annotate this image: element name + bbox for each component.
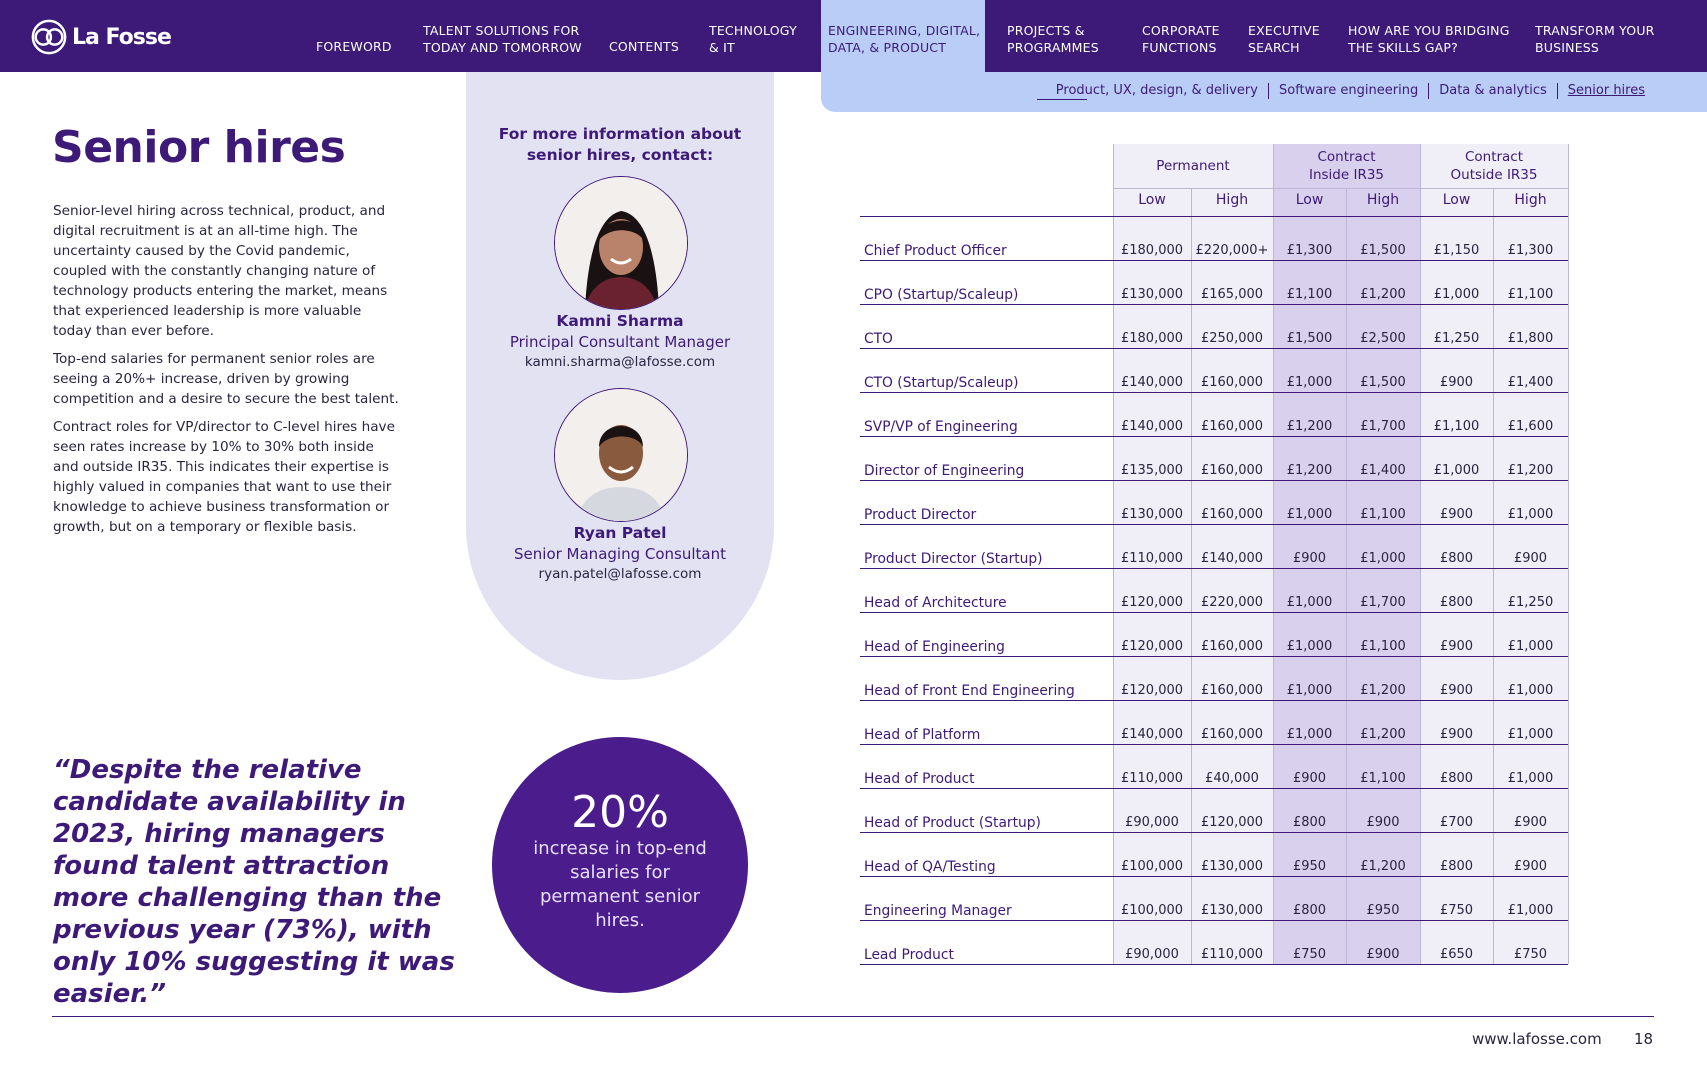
row-role-label: Lead Product [864, 947, 954, 963]
table-cell: £1,000 [1433, 463, 1480, 478]
row-role-label: Head of Engineering [864, 639, 1005, 655]
table-cell: £120,000 [1120, 683, 1184, 698]
table-cell: £750 [1292, 947, 1327, 962]
table-cell: £1,500 [1286, 331, 1333, 346]
row-role-label: Head of Product (Startup) [864, 815, 1041, 831]
table-row-line [860, 480, 1568, 481]
table-cell: £1,100 [1433, 419, 1480, 434]
row-role-label: Head of Architecture [864, 595, 1007, 611]
footer-url[interactable]: www.lafosse.com [1472, 1030, 1602, 1048]
table-cell: £130,000 [1120, 287, 1184, 302]
table-cell: £900 [1513, 859, 1548, 874]
table-row-line [860, 348, 1568, 349]
contact-email-kamni[interactable]: kamni.sharma@lafosse.com [524, 354, 716, 370]
table-cell: £1,000 [1360, 551, 1406, 566]
table-cell: £900 [1513, 815, 1548, 830]
table-cell: £1,300 [1507, 243, 1554, 258]
nav-item-talent-solutions[interactable]: TALENT SOLUTIONS FOR TODAY AND TOMORROW [423, 23, 582, 55]
table-cell: £800 [1292, 815, 1327, 830]
subnav-divider-line [1037, 99, 1087, 100]
row-role-label: Engineering Manager [864, 903, 1012, 919]
table-row-line [860, 260, 1568, 261]
table-cell: £1,200 [1360, 287, 1406, 302]
subnav-data-analytics[interactable]: Data & analytics [1428, 83, 1557, 99]
table-cell: £1,300 [1286, 243, 1333, 258]
table-cell: £950 [1292, 859, 1327, 874]
table-cell: £1,000 [1507, 507, 1554, 522]
intro-paragraph-3: Contract roles for VP/director to C-level hires have seen rates increase by 10% to 30% both inside and outside IR35. This indicates their expertise is highly valued in companies that want to use their knowledge to achieve business transformation or growth, but on a temporary or flexible basis. [53, 419, 395, 535]
table-row-line [860, 656, 1568, 657]
subheader-low: Low [1295, 192, 1324, 208]
contact-role-ryan: Senior Managing Consultant [514, 545, 726, 563]
table-cell: £750 [1513, 947, 1548, 962]
table-cell: £120,000 [1120, 595, 1184, 610]
table-cell: £900 [1292, 551, 1327, 566]
table-cell: £1,000 [1433, 287, 1480, 302]
footer-divider [52, 1016, 1654, 1017]
table-cell: £800 [1292, 903, 1327, 918]
table-cell: £160,000 [1200, 375, 1264, 390]
salary-stat-circle [492, 737, 748, 993]
nav-item-contents[interactable]: CONTENTS [609, 39, 679, 54]
table-row-line [860, 568, 1568, 569]
table-cell: £900 [1292, 771, 1327, 786]
avatar-ryan-patel [554, 388, 688, 522]
subnav-software-engineering[interactable]: Software engineering [1268, 83, 1428, 99]
nav-item-transform-business[interactable]: TRANSFORM YOUR BUSINESS [1535, 23, 1655, 55]
table-cell: £1,000 [1286, 507, 1333, 522]
table-cell: £100,000 [1120, 859, 1184, 874]
table-row-line [860, 920, 1568, 921]
table-cell: £1,200 [1360, 727, 1406, 742]
table-cell: £1,100 [1360, 507, 1406, 522]
table-cell: £130,000 [1200, 859, 1264, 874]
row-role-label: SVP/VP of Engineering [864, 419, 1018, 435]
table-cell: £900 [1439, 375, 1474, 390]
table-cell: £1,250 [1507, 595, 1554, 610]
portrait-woman-icon [555, 177, 687, 309]
subnav-senior-hires[interactable]: Senior hires [1557, 83, 1655, 99]
table-cell: £130,000 [1120, 507, 1184, 522]
table-cell: £90,000 [1125, 815, 1179, 830]
table-cell: £90,000 [1125, 947, 1179, 962]
row-role-label: Director of Engineering [864, 463, 1025, 479]
row-role-label: Head of Product [864, 771, 975, 787]
table-cell: £900 [1439, 727, 1474, 742]
table-row-line [860, 964, 1568, 965]
table-row-line [860, 876, 1568, 877]
table-cell: £1,100 [1360, 771, 1406, 786]
table-cell: £1,600 [1507, 419, 1554, 434]
subheader-high: High [1215, 192, 1249, 208]
table-cell: £800 [1439, 595, 1474, 610]
table-cell: £220,000 [1200, 595, 1264, 610]
table-cell: £1,700 [1360, 419, 1406, 434]
table-row-line [860, 788, 1568, 789]
table-cell: £130,000 [1200, 903, 1264, 918]
table-cell: £900 [1439, 639, 1474, 654]
table-cell: £800 [1439, 771, 1474, 786]
table-cell: £40,000 [1205, 771, 1259, 786]
table-column-divider [1568, 144, 1569, 964]
contact-name-kamni: Kamni Sharma [556, 312, 684, 330]
table-cell: £900 [1366, 947, 1400, 962]
subheader-low: Low [1442, 192, 1471, 208]
subheader-low: Low [1138, 192, 1166, 208]
table-cell: £1,150 [1433, 243, 1480, 258]
page-title: Senior hires [52, 122, 346, 173]
table-row-line [860, 524, 1568, 525]
table-cell: £140,000 [1120, 727, 1184, 742]
table-row-line [860, 832, 1568, 833]
table-cell: £900 [1366, 815, 1400, 830]
row-role-label: CTO (Startup/Scaleup) [864, 375, 1019, 391]
row-role-label: Product Director (Startup) [864, 551, 1043, 567]
contact-email-ryan[interactable]: ryan.patel@lafosse.com [538, 566, 702, 582]
table-cell: £1,000 [1286, 375, 1333, 390]
nav-item-projects-programmes[interactable]: PROJECTS & PROGRAMMES [1007, 23, 1099, 55]
table-cell: £160,000 [1200, 507, 1264, 522]
table-cell: £180,000 [1120, 243, 1184, 258]
table-cell: £1,400 [1360, 463, 1406, 478]
table-cell: £700 [1439, 815, 1474, 830]
table-cell: £1,000 [1507, 683, 1554, 698]
brand-name: La Fosse [72, 24, 171, 50]
subnav-links [1046, 83, 1655, 99]
table-cell: £140,000 [1120, 375, 1184, 390]
table-cell: £1,250 [1433, 331, 1480, 346]
header-contract-inside-ir35: Contract Inside IR35 [1308, 149, 1385, 183]
table-row-line [860, 744, 1568, 745]
table-cell: £220,000+ [1195, 243, 1269, 258]
intro-paragraph-1: Senior-level hiring across technical, product, and digital recruitment is at an all-time high. The uncertainty caused by the Covid pandemic, coupled with the constantly changing nature of technology products entering the market, means that experienced leadership is more valuable today than ever before. [53, 203, 388, 339]
table-cell: £1,100 [1360, 639, 1406, 654]
table-cell: £900 [1439, 683, 1474, 698]
table-cell: £1,000 [1507, 903, 1554, 918]
table-cell: £1,000 [1286, 595, 1333, 610]
table-cell: £800 [1439, 551, 1474, 566]
nav-item-technology-it[interactable]: TECHNOLOGY & IT [709, 23, 797, 55]
table-cell: £180,000 [1120, 331, 1184, 346]
contact-name-ryan: Ryan Patel [573, 524, 667, 542]
header-contract-outside-ir35: Contract Outside IR35 [1450, 149, 1538, 183]
subheader-high: High [1514, 192, 1547, 208]
table-cell: £1,000 [1507, 727, 1554, 742]
table-cell: £900 [1439, 507, 1474, 522]
table-cell: £750 [1439, 903, 1474, 918]
table-cell: £1,200 [1286, 419, 1333, 434]
table-cell: £1,100 [1507, 287, 1554, 302]
intro-paragraph-2: Top-end salaries for permanent senior roles are seeing a 20%+ increase, driven by growing competition and a desire to secure the best talent. [53, 351, 399, 407]
nav-item-corporate-functions[interactable]: CORPORATE FUNCTIONS [1142, 23, 1220, 55]
table-header-bottom-line [860, 216, 1568, 217]
table-cell: £800 [1439, 859, 1474, 874]
stat-description: increase in top-end salaries for permanent senior hires. [533, 838, 707, 931]
table-cell: £1,000 [1507, 771, 1554, 786]
table-cell: £1,200 [1286, 463, 1333, 478]
table-row-line [860, 304, 1568, 305]
table-row-line [860, 436, 1568, 437]
header-permanent: Permanent [1156, 158, 1230, 174]
table-cell: £650 [1439, 947, 1474, 962]
row-role-label: Chief Product Officer [864, 243, 1007, 259]
table-cell: £1,200 [1360, 683, 1406, 698]
nav-item-skills-gap[interactable]: HOW ARE YOU BRIDGING THE SKILLS GAP? [1348, 23, 1510, 55]
table-cell: £1,000 [1286, 683, 1333, 698]
table-cell: £900 [1513, 551, 1548, 566]
stat-value: 20% [571, 787, 669, 838]
table-cell: £1,800 [1507, 331, 1554, 346]
page-number: 18 [1634, 1030, 1654, 1048]
contact-heading: For more information about senior hires, contact: [498, 125, 742, 164]
row-role-label: CPO (Startup/Scaleup) [864, 287, 1019, 303]
table-cell: £135,000 [1120, 463, 1184, 478]
table-cell: £1,500 [1360, 243, 1406, 258]
table-cell: £1,000 [1286, 639, 1333, 654]
table-row-line [860, 700, 1568, 701]
table-cell: £1,500 [1360, 375, 1406, 390]
row-role-label: Head of QA/Testing [864, 859, 996, 875]
table-cell: £110,000 [1120, 551, 1184, 566]
table-row-line [860, 612, 1568, 613]
table-cell: £140,000 [1200, 551, 1264, 566]
row-role-label: Product Director [864, 507, 977, 523]
nav-item-engineering-digital[interactable]: ENGINEERING, DIGITAL, DATA, & PRODUCT [828, 23, 981, 55]
table-cell: £1,200 [1507, 463, 1554, 478]
table-cell: £100,000 [1120, 903, 1184, 918]
table-cell: £120,000 [1120, 639, 1184, 654]
table-cell: £110,000 [1200, 947, 1264, 962]
table-cell: £160,000 [1200, 639, 1264, 654]
row-role-label: Head of Front End Engineering [864, 683, 1075, 699]
table-cell: £1,000 [1507, 639, 1554, 654]
header-separator [1113, 188, 1568, 189]
table-row-line [860, 392, 1568, 393]
table-cell: £1,400 [1507, 375, 1554, 390]
table-cell: £160,000 [1200, 419, 1264, 434]
table-cell: £1,100 [1286, 287, 1333, 302]
table-cell: £140,000 [1120, 419, 1184, 434]
subnav-product-ux[interactable]: Product, UX, design, & delivery [1055, 83, 1258, 98]
table-cell: £250,000 [1200, 331, 1264, 346]
table-cell: £1,200 [1360, 859, 1406, 874]
row-role-label: Head of Platform [864, 727, 981, 743]
subheader-high: High [1366, 192, 1400, 208]
contact-role-kamni: Principal Consultant Manager [509, 333, 731, 351]
table-cell: £110,000 [1120, 771, 1184, 786]
table-cell: £160,000 [1200, 463, 1264, 478]
pull-quote: “Despite the relative candidate availability in 2023, hiring managers found talent attraction more challenging than the previous year (73%), with only 10% suggesting it was easier.” [53, 755, 455, 1009]
table-cell: £160,000 [1200, 683, 1264, 698]
brand-logo[interactable] [30, 18, 171, 56]
table-cell: £165,000 [1200, 287, 1264, 302]
nav-item-foreword[interactable]: FOREWORD [316, 39, 392, 54]
la-fosse-logo-icon [30, 18, 68, 56]
avatar-kamni-sharma [554, 176, 688, 310]
table-cell: £160,000 [1200, 727, 1264, 742]
table-cell: £120,000 [1200, 815, 1264, 830]
table-cell: £1,700 [1360, 595, 1406, 610]
table-cell: £1,000 [1286, 727, 1333, 742]
table-cell: £950 [1366, 903, 1400, 918]
row-role-label: CTO [864, 331, 893, 347]
portrait-man-icon [555, 389, 687, 521]
table-cell: £2,500 [1360, 331, 1406, 346]
nav-item-executive-search[interactable]: EXECUTIVE SEARCH [1248, 23, 1320, 55]
